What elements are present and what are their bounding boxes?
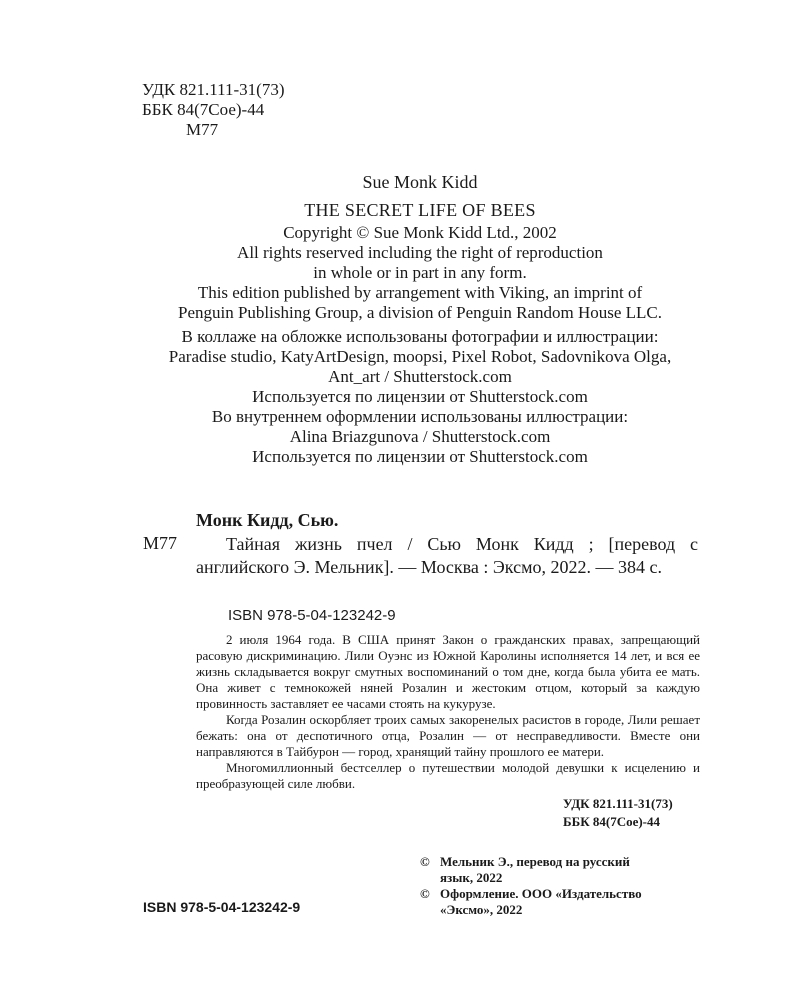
udk-code: УДК 821.111-31(73) <box>142 80 285 99</box>
catalog-entry <box>196 533 698 579</box>
credit-line: Используется по лицензии от Shutterstock.com <box>252 447 588 466</box>
isbn-bottom: ISBN 978-5-04-123242-9 <box>143 899 301 915</box>
classification-codes <box>142 80 284 140</box>
copyright-line: This edition published by arrangement with Viking, an imprint of <box>197 283 643 302</box>
credit-line: В коллаже на обложке использованы фотографии и иллюстрации: <box>181 327 659 346</box>
credit-line: Во внутреннем оформлении использованы иллюстрации: <box>211 407 629 426</box>
design-line: «Эксмо», 2022 <box>440 902 523 917</box>
credit-line: Paradise studio, KatyArtDesign, moopsi, Pixel Robot, Sadovnikova Olga, <box>168 347 672 366</box>
credit-line: Используется по лицензии от Shutterstock.com <box>252 387 588 406</box>
credit-line: Ant_art / Shutterstock.com <box>328 367 512 386</box>
design-copyright <box>420 886 642 902</box>
catalog-code: М77 <box>143 533 178 553</box>
copyright-line: All rights reserved including the right of reproduction <box>237 243 603 262</box>
copyright-line: Penguin Publishing Group, a division of Penguin Random House LLC. <box>177 303 663 322</box>
annotation-paragraph: 2 июля 1964 года. В США принят Закон о гражданских правах, запрещающий расовую дискриминацию. Лили Оуэнс из Южной Каролины исполняется 14 лет, и вся ее жизнь складывается вокруг смутных воспоминаний о том дне, когда была убита ее мать. Она живет с темнокожей няней Розалин и жестоким отцом, который за каждую провинность заставляет ее часами стоять на кукурузе. <box>196 632 700 711</box>
original-author: Sue Monk Kidd <box>362 172 478 192</box>
bbk-code: ББК 84(7Сое)-44 <box>142 100 265 119</box>
original-title: THE SECRET LIFE OF BEES <box>304 200 536 220</box>
translation-line: язык, 2022 <box>440 870 503 885</box>
author-mark: М77 <box>186 120 219 139</box>
udk-code: УДК 821.111-31(73) <box>563 796 673 811</box>
copyright-line: in whole or in part in any form. <box>313 263 527 282</box>
annotation <box>196 632 700 792</box>
bbk-code: ББК 84(7Сое)-44 <box>563 814 661 829</box>
classification-codes-bottom <box>563 795 673 831</box>
translation-line: Мельник Э., перевод на русский <box>440 854 630 869</box>
catalog-author-heading: Монк Кидд, Сью. <box>196 510 339 530</box>
copyright-symbol: © <box>420 854 430 869</box>
cover-credits <box>80 327 760 407</box>
translation-copyright <box>420 854 642 870</box>
copyright-line: Copyright © Sue Monk Kidd Ltd., 2002 <box>283 223 557 242</box>
catalog-isbn: ISBN 978-5-04-123242-9 <box>228 607 396 624</box>
copyright-notice <box>80 223 760 323</box>
inner-credits <box>80 407 760 467</box>
design-line: Оформление. ООО «Издательство <box>440 886 642 901</box>
annotation-paragraph: Когда Розалин оскорбляет троих самых закоренелых расистов в городе, Лили решает бежать: она от деспотичного отца, Розалин — от несправедливости. Вместе они направляются в Тайбурон — город, хранящий тайну прошлого ее матери. <box>196 712 700 759</box>
catalog-entry-text: Тайная жизнь пчел / Сью Монк Кидд ; [перевод с английского Э. Мельник]. — Москва : Эксмо, 2022. — 384 с. <box>196 534 698 577</box>
annotation-paragraph: Многомиллионный бестселлер о путешествии молодой девушки к исцелению и преобразующей силе любви. <box>196 760 700 791</box>
copyright-symbol: © <box>420 886 430 901</box>
copyright-credits <box>420 854 642 918</box>
credit-line: Alina Briazgunova / Shutterstock.com <box>289 427 551 446</box>
